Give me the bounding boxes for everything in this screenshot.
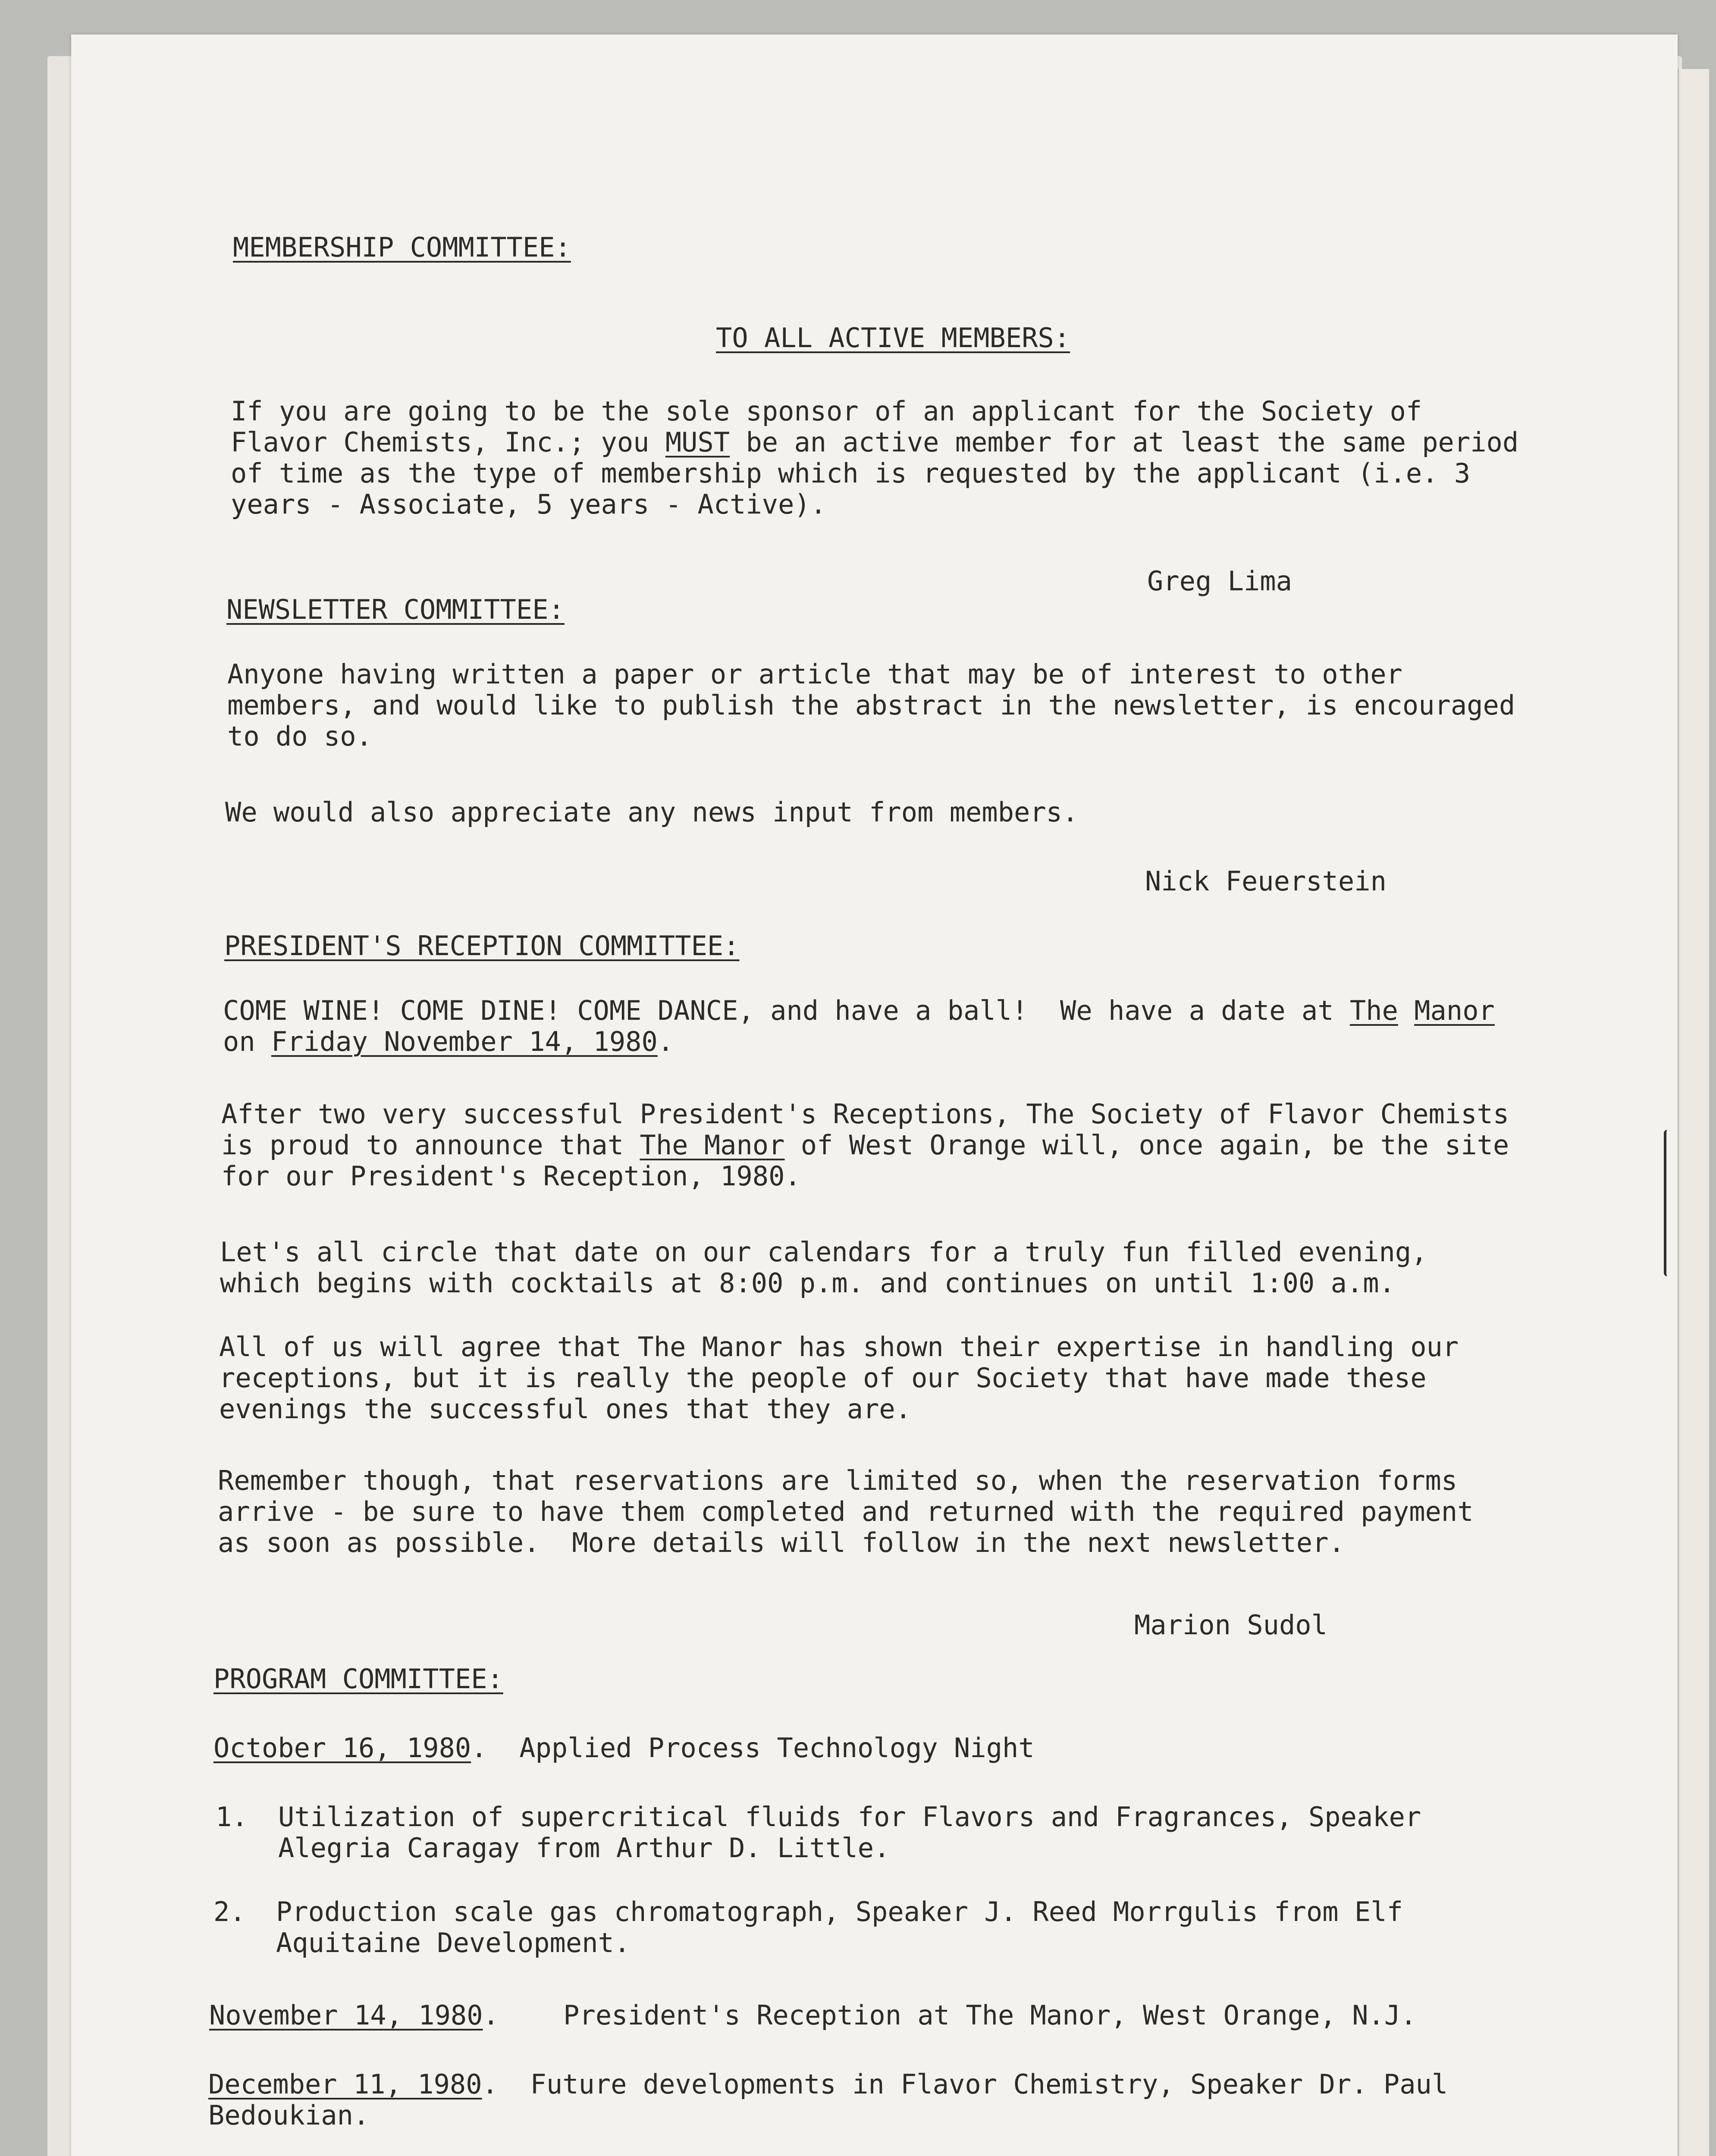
reception-heading: PRESIDENT'S RECEPTION COMMITTEE: [224,930,740,962]
reception-manor: Manor [1414,995,1495,1026]
program-item-1-number: 1. [216,1801,248,1833]
membership-text-post: be an active member for at least the same period of time as the type of membership which is requested by the applicant (i.e. 3 years - Associate, 5 years - Active). [231,426,1519,520]
reception-p1-line2-pre: on [223,1026,271,1057]
newsletter-signature: Nick Feuerstein [1145,865,1387,897]
reception-p2-line2-post: of West Orange will, once again, be the site [784,1129,1509,1161]
newsletter-heading: NEWSLETTER COMMITTEE: [226,594,565,625]
reception-p1-line2-post: . [657,1026,674,1057]
newsletter-paragraph-2: We would also appreciate any news input from members. [225,796,1079,828]
newsletter-paragraph-1: Anyone having written a paper or article that may be of interest to other members, and would like to publish the abstract in the newsletter, is encouraged to do so. [227,658,1515,752]
membership-text-pre: If you are going to be the sole sponsor of an applicant for the Society of Flavor Chemists, Inc.; you [231,395,1422,458]
program-item-2-text: Production scale gas chromatograph, Speaker J. Reed Morrgulis from Elf Aquitaine Development. [276,1896,1403,1959]
program-october-text: . Applied Process Technology Night [471,1732,1035,1764]
program-december-text: . Future developments in Flavor Chemistry, Speaker Dr. Paul [482,2068,1448,2100]
reception-p2-line2-pre: is proud to announce that [221,1129,640,1161]
reception-paragraph-2 [221,1099,1509,1192]
membership-signature: Greg Lima [1147,565,1292,597]
reception-signature: Marion Sudol [1134,1609,1327,1641]
reception-the: The [1349,995,1398,1026]
reception-the-manor: The Manor [640,1129,785,1161]
membership-paragraph [231,396,1518,520]
program-heading: PROGRAM COMMITTEE: [213,1663,503,1695]
reception-paragraph-3: Let's all circle that date on our calendars for a truly fun filled evening, which begins with cocktails at 8:00 p.m. and continues on until 1:00 a.m. [220,1236,1427,1299]
reception-date: Friday November 14, 1980 [271,1026,658,1057]
document-page [71,34,1678,2156]
reception-paragraph-4: All of us will agree that The Manor has shown their expertise in handling our receptions, but it is really the people of our Society that have made these evenings the successful ones that they are. [219,1331,1459,1425]
program-october [213,1733,1035,1764]
reception-p1-line1: COME WINE! COME DINE! COME DANCE, and have a ball! We have a date at [223,995,1350,1026]
binding-clip [1664,1130,1675,1276]
reception-p2-line1: After two very successful President's Receptions, The Society of Flavor Chemists [221,1098,1509,1130]
program-november [209,2000,1417,2031]
program-december [208,2069,1448,2131]
next-page-edge [1678,69,1709,2156]
membership-subheading: TO ALL ACTIVE MEMBERS: [716,322,1070,354]
program-item-1-text: Utilization of supercritical fluids for Flavors and Fragrances, Speaker Alegria Caragay from Arthur D. Little. [278,1801,1421,1864]
reception-p2-line3: for our President's Reception, 1980. [221,1160,801,1192]
membership-heading: MEMBERSHIP COMMITTEE: [233,232,571,263]
program-december-line-2: Bedoukian. [208,2100,370,2131]
membership-must: MUST [665,426,730,458]
program-december-date: December 11, 1980 [208,2068,482,2100]
program-october-date: October 16, 1980 [213,1732,471,1764]
reception-paragraph-5: Remember though, that reservations are limited so, when the reservation forms arrive - be sure to have them completed and returned with the required payment as soon as possible. More details will follow in the next newsletter. [218,1465,1474,1558]
program-november-date: November 14, 1980 [209,1999,483,2031]
reception-paragraph-1 [223,995,1495,1057]
program-item-2-number: 2. [213,1896,246,1927]
program-november-text: . President's Reception at The Manor, West Orange, N.J. [483,1999,1417,2031]
